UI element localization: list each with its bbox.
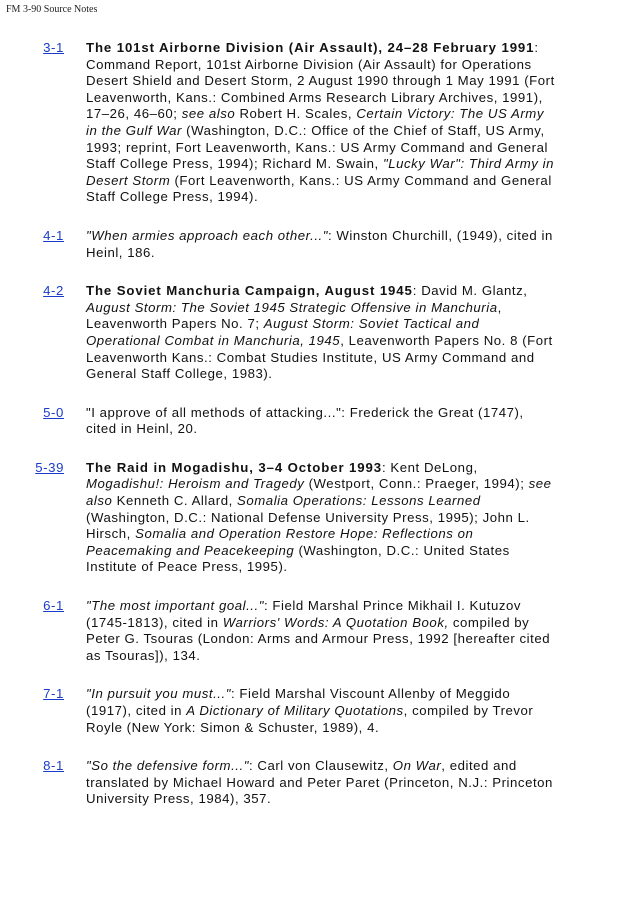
note-reference-link[interactable]: 4-1 <box>43 227 64 243</box>
note-text <box>86 40 556 206</box>
source-note <box>0 686 635 736</box>
note-italic-text: Certain Victory: The US Army in the Gulf War <box>86 106 544 138</box>
note-italic-text: "The most important goal..." <box>86 598 264 614</box>
note-italic-text: August Storm: Soviet Tactical and Operational Combat in Manchuria, 1945 <box>86 316 480 348</box>
note-reference-link[interactable]: 6-1 <box>43 598 64 614</box>
note-citation-text: (Fort Leavenworth, Kans.: US Army Command and General Staff College Press, 1994). <box>86 172 552 205</box>
note-reference-link[interactable]: 3-1 <box>43 40 64 55</box>
source-note <box>0 228 635 261</box>
note-citation-text: (Washington, D.C.: Office of the Chief of Staff, US Army, 1993; reprint, Fort Leavenworth, Kans.: US Army Command and General Staff College Press, 1994); Richard M. Swain, <box>86 122 548 172</box>
note-citation-text: : Carl von Clausewitz, <box>248 758 393 774</box>
note-italic-text: Somalia and Operation Restore Hope: Reflections on Peacemaking and Peacekeeping <box>86 526 474 558</box>
note-citation-text: (Washington, D.C.: National Defense University Press, 1995); John L. Hirsch, <box>86 509 530 542</box>
note-text <box>86 228 556 261</box>
note-italic-text: Somalia Operations: Lessons Learned <box>237 493 481 509</box>
note-citation-text: Robert H. Scales, <box>235 106 357 122</box>
note-title: The Soviet Manchuria Campaign, August 1945 <box>86 283 413 299</box>
note-italic-text: "In pursuit you must..." <box>86 686 231 702</box>
note-citation-text: : Command Report, 101st Airborne Division (Air Assault) for Operations Desert Shield and Desert Storm, 2 August 1990 through 1 May 1991 (Fort Leavenworth, Kans.: Combined Arms Research Library Archives, 1991), 17–26, 46–60; <box>86 40 555 122</box>
note-italic-text: A Dictionary of Military Quotations <box>186 703 404 718</box>
note-italic-text: "So the defensive form..." <box>86 758 249 774</box>
note-text <box>86 686 556 736</box>
note-text <box>86 758 556 808</box>
note-citation-text: : Field Marshal Prince Mikhail I. Kutuzov (1745-1813), cited in <box>86 598 522 630</box>
note-reference-link[interactable]: 5-0 <box>43 404 64 420</box>
note-reference-link[interactable]: 4-2 <box>43 283 64 299</box>
source-note <box>0 405 635 438</box>
note-italic-text: see also <box>181 106 236 122</box>
note-citation-text: : Winston Churchill, (1949), cited in Heinl, 186. <box>86 227 553 260</box>
note-citation-text: "I approve of all methods of attacking...": Frederick the Great (1747), cited in Heinl, 20. <box>86 404 524 437</box>
note-citation-text: , compiled by Trevor Royle (New York: Simon & Schuster, 1989), 4. <box>86 703 534 735</box>
note-italic-text: August Storm: The Soviet 1945 Strategic Offensive in Manchuria <box>86 299 498 315</box>
note-citation-text: (Washington, D.C.: United States Institute of Peace Press, 1995). <box>86 542 510 575</box>
note-reference-link[interactable]: 8-1 <box>43 758 64 774</box>
note-text <box>86 283 556 383</box>
note-italic-text: Warriors' Words: A Quotation Book, <box>222 614 449 630</box>
note-reference-link[interactable]: 5-39 <box>35 459 64 475</box>
source-note <box>0 460 635 576</box>
note-italic-text: "Lucky War": Third Army in Desert Storm <box>86 156 554 188</box>
note-citation-text: Kenneth C. Allard, <box>112 493 238 509</box>
source-note <box>0 598 635 664</box>
note-citation-text: : David M. Glantz, <box>412 283 528 299</box>
note-citation-text: , Leavenworth Papers No. 8 (Fort Leavenworth Kans.: Combat Studies Institute, US Army Command and General Staff College, 1983). <box>86 332 553 382</box>
note-citation-text: , edited and translated by Michael Howard and Peter Paret (Princeton, N.J.: Princeton University Press, 1984), 357. <box>86 758 553 807</box>
note-text <box>86 405 556 438</box>
note-citation-text: : Field Marshal Viscount Allenby of Meggido (1917), cited in <box>86 686 511 718</box>
note-citation-text: (Westport, Conn.: Praeger, 1994); <box>304 476 529 492</box>
note-title: The 101st Airborne Division (Air Assault), 24–28 February 1991 <box>86 40 535 55</box>
note-italic-text: "When armies approach each other..." <box>86 227 328 243</box>
note-text <box>86 460 556 576</box>
note-reference-link[interactable]: 7-1 <box>43 686 64 702</box>
note-title: The Raid in Mogadishu, 3–4 October 1993 <box>86 459 382 475</box>
note-citation-text: compiled by Peter G. Tsouras (London: Arms and Armour Press, 1992 [hereafter cited as Tsouras]), 134. <box>86 614 551 663</box>
note-text <box>86 598 556 664</box>
source-note <box>0 283 635 383</box>
note-citation-text: : Kent DeLong, <box>381 459 478 475</box>
source-notes-list <box>0 40 635 830</box>
page-header: FM 3-90 Source Notes <box>6 4 98 15</box>
note-citation-text: , Leavenworth Papers No. 7; <box>86 299 502 332</box>
source-note <box>0 40 635 206</box>
source-note <box>0 758 635 808</box>
note-italic-text: see also <box>86 476 552 509</box>
note-italic-text: Mogadishu!: Heroism and Tragedy <box>86 476 305 492</box>
note-italic-text: On War <box>392 758 442 774</box>
